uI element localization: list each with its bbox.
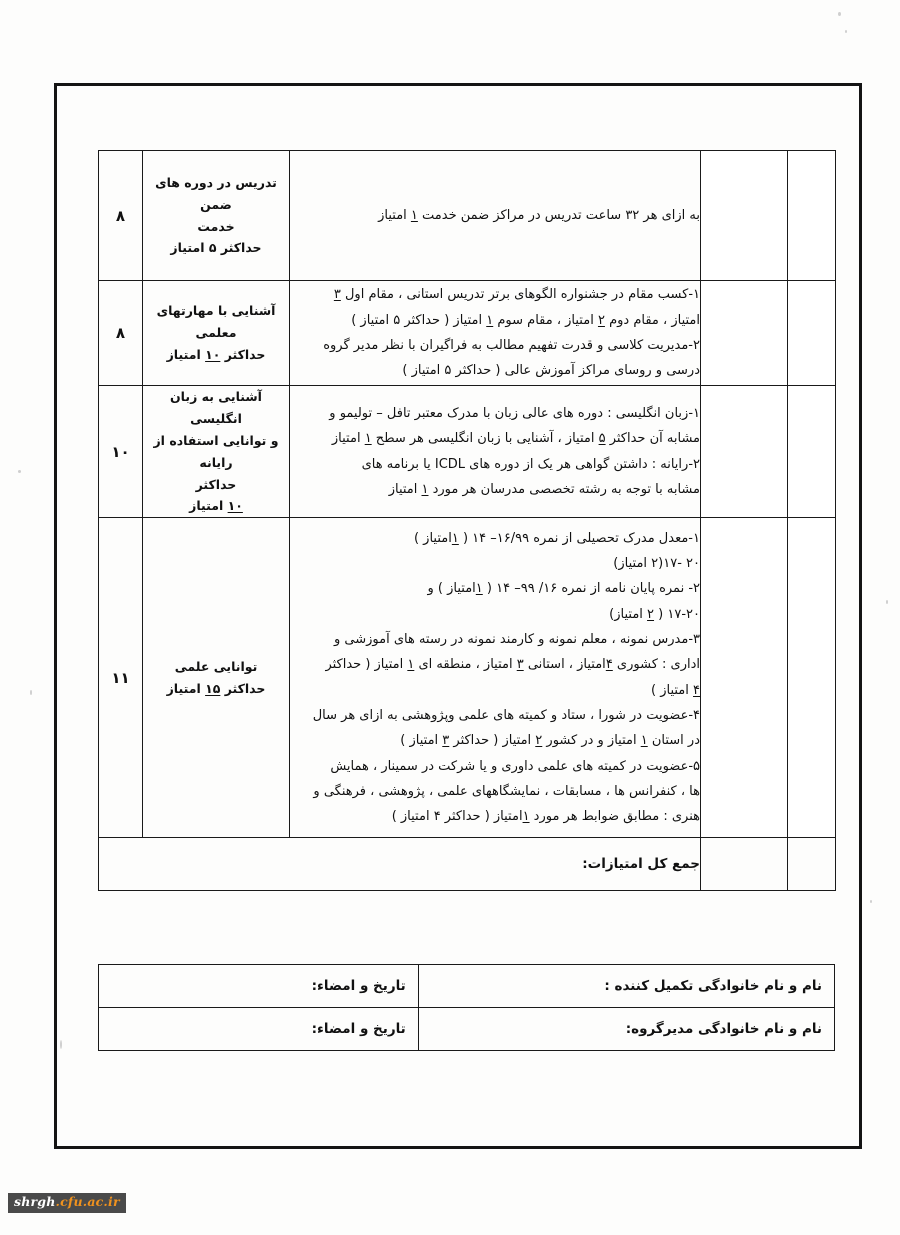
table-row [99,518,836,838]
signature-name-label[interactable]: نام و نام خانوادگی مدیرگروه: [418,1008,834,1051]
table-row [99,281,836,386]
criteria-title: آشنایی با مهارتهای معلمی حداکثر ۱۰ امتیاز [143,281,290,386]
signature-name-label[interactable]: نام و نام خانوادگی تکمیل کننده : [418,965,834,1008]
watermark-site-name: shrgh [14,1194,56,1209]
blank-column-a[interactable] [701,518,788,838]
signature-row [99,965,835,1008]
table-row [99,151,836,281]
criteria-row-number: ۸ [99,151,143,281]
criteria-row-number: ۱۱ [99,518,143,838]
blank-column-a[interactable] [701,151,788,281]
criteria-row-number: ۸ [99,281,143,386]
total-score-row [99,838,836,891]
criteria-description: به ازای هر ۳۲ ساعت تدریس در مراکز ضمن خدمت ۱ امتیاز [290,151,701,281]
watermark-domain: .cfu.ac.ir [55,1194,120,1209]
criteria-description: ۱-زبان انگلیسی : دوره های عالی زبان با مدرک معتبر تافل – تولیمو و مشابه آن حداکثر ۵ امتیاز ، آشنایی با زبان انگلیسی هر سطح ۱ امتیاز ۲-رایانه : داشتن گواهی هر یک از دوره های ICDL یا برنامه های مشابه با توجه به رشته تخصصی مدرسان هر مورد ۱ امتیاز [290,386,701,518]
criteria-row-number: ۱۰ [99,386,143,518]
signature-row [99,1008,835,1051]
blank-column-a[interactable] [701,281,788,386]
blank-column-a[interactable] [701,386,788,518]
total-blank-a[interactable] [701,838,788,891]
criteria-description: ۱-کسب مقام در جشنواره الگوهای برتر تدریس استانی ، مقام اول ۳ امتیاز ، مقام دوم ۲ امتیاز ، مقام سوم ۱ امتیاز ( حداکثر ۵ امتیاز ) ۲-مدیریت کلاسی و قدرت تفهیم مطالب به فراگیران با نظر مدیر گروه درسی و روسای مراکز آموزش عالی ( حداکثر ۵ امتیاز ) [290,281,701,386]
blank-column-b[interactable] [788,518,836,838]
blank-column-b[interactable] [788,386,836,518]
blank-column-b[interactable] [788,151,836,281]
scoring-criteria-table [98,150,836,891]
total-blank-b[interactable] [788,838,836,891]
criteria-title: آشنایی به زبان انگلیسی و توانایی استفاده از رایانه حداکثر ۱۰ امتیاز [143,386,290,518]
blank-column-b[interactable] [788,281,836,386]
signature-table [98,964,835,1051]
table-row [99,386,836,518]
site-watermark [8,1193,126,1213]
criteria-title: توانایی علمی حداکثر ۱۵ امتیاز [143,518,290,838]
criteria-description: ۱-معدل مدرک تحصیلی از نمره ۱۶/۹۹– ۱۴ ( ۱امتیاز ) ۲۰ -۱۷(۲ امتیاز) ۲- نمره پایان نامه از نمره ۱۶/ ۹۹– ۱۴ ( ۱امتیاز ) و ۱۷-۲۰ ( ۲ امتیاز) ۳-مدرس نمونه ، معلم نمونه و کارمند نمونه در رسته های آموزشی و اداری : کشوری ۴امتیاز ، استانی ۳ امتیاز ، منطقه ای ۱ امتیاز ( حداکثر ۴ امتیاز ) ۴-عضویت در شورا ، ستاد و کمیته های علمی وپژوهشی به ازای هر سال در استان ۱ امتیاز و در کشور ۲ امتیاز ( حداکثر ۳ امتیاز ) ۵-عضویت در کمیته های علمی داوری و یا شرکت در سمینار ، همایش ها ، کنفرانس ها ، مسابقات ، نمایشگاههای علمی ، پژوهشی ، فرهنگی و هنری : مطابق ضوابط هر مورد ۱امتیاز ( حداکثر ۴ امتیاز ) [290,518,701,838]
criteria-title: تدریس در دوره های ضمن خدمت حداکثر ۵ امتیاز [143,151,290,281]
total-score-label: جمع کل امتیازات: [99,838,701,891]
signature-date-label[interactable]: تاریخ و امضاء: [99,965,419,1008]
signature-date-label[interactable]: تاریخ و امضاء: [99,1008,419,1051]
